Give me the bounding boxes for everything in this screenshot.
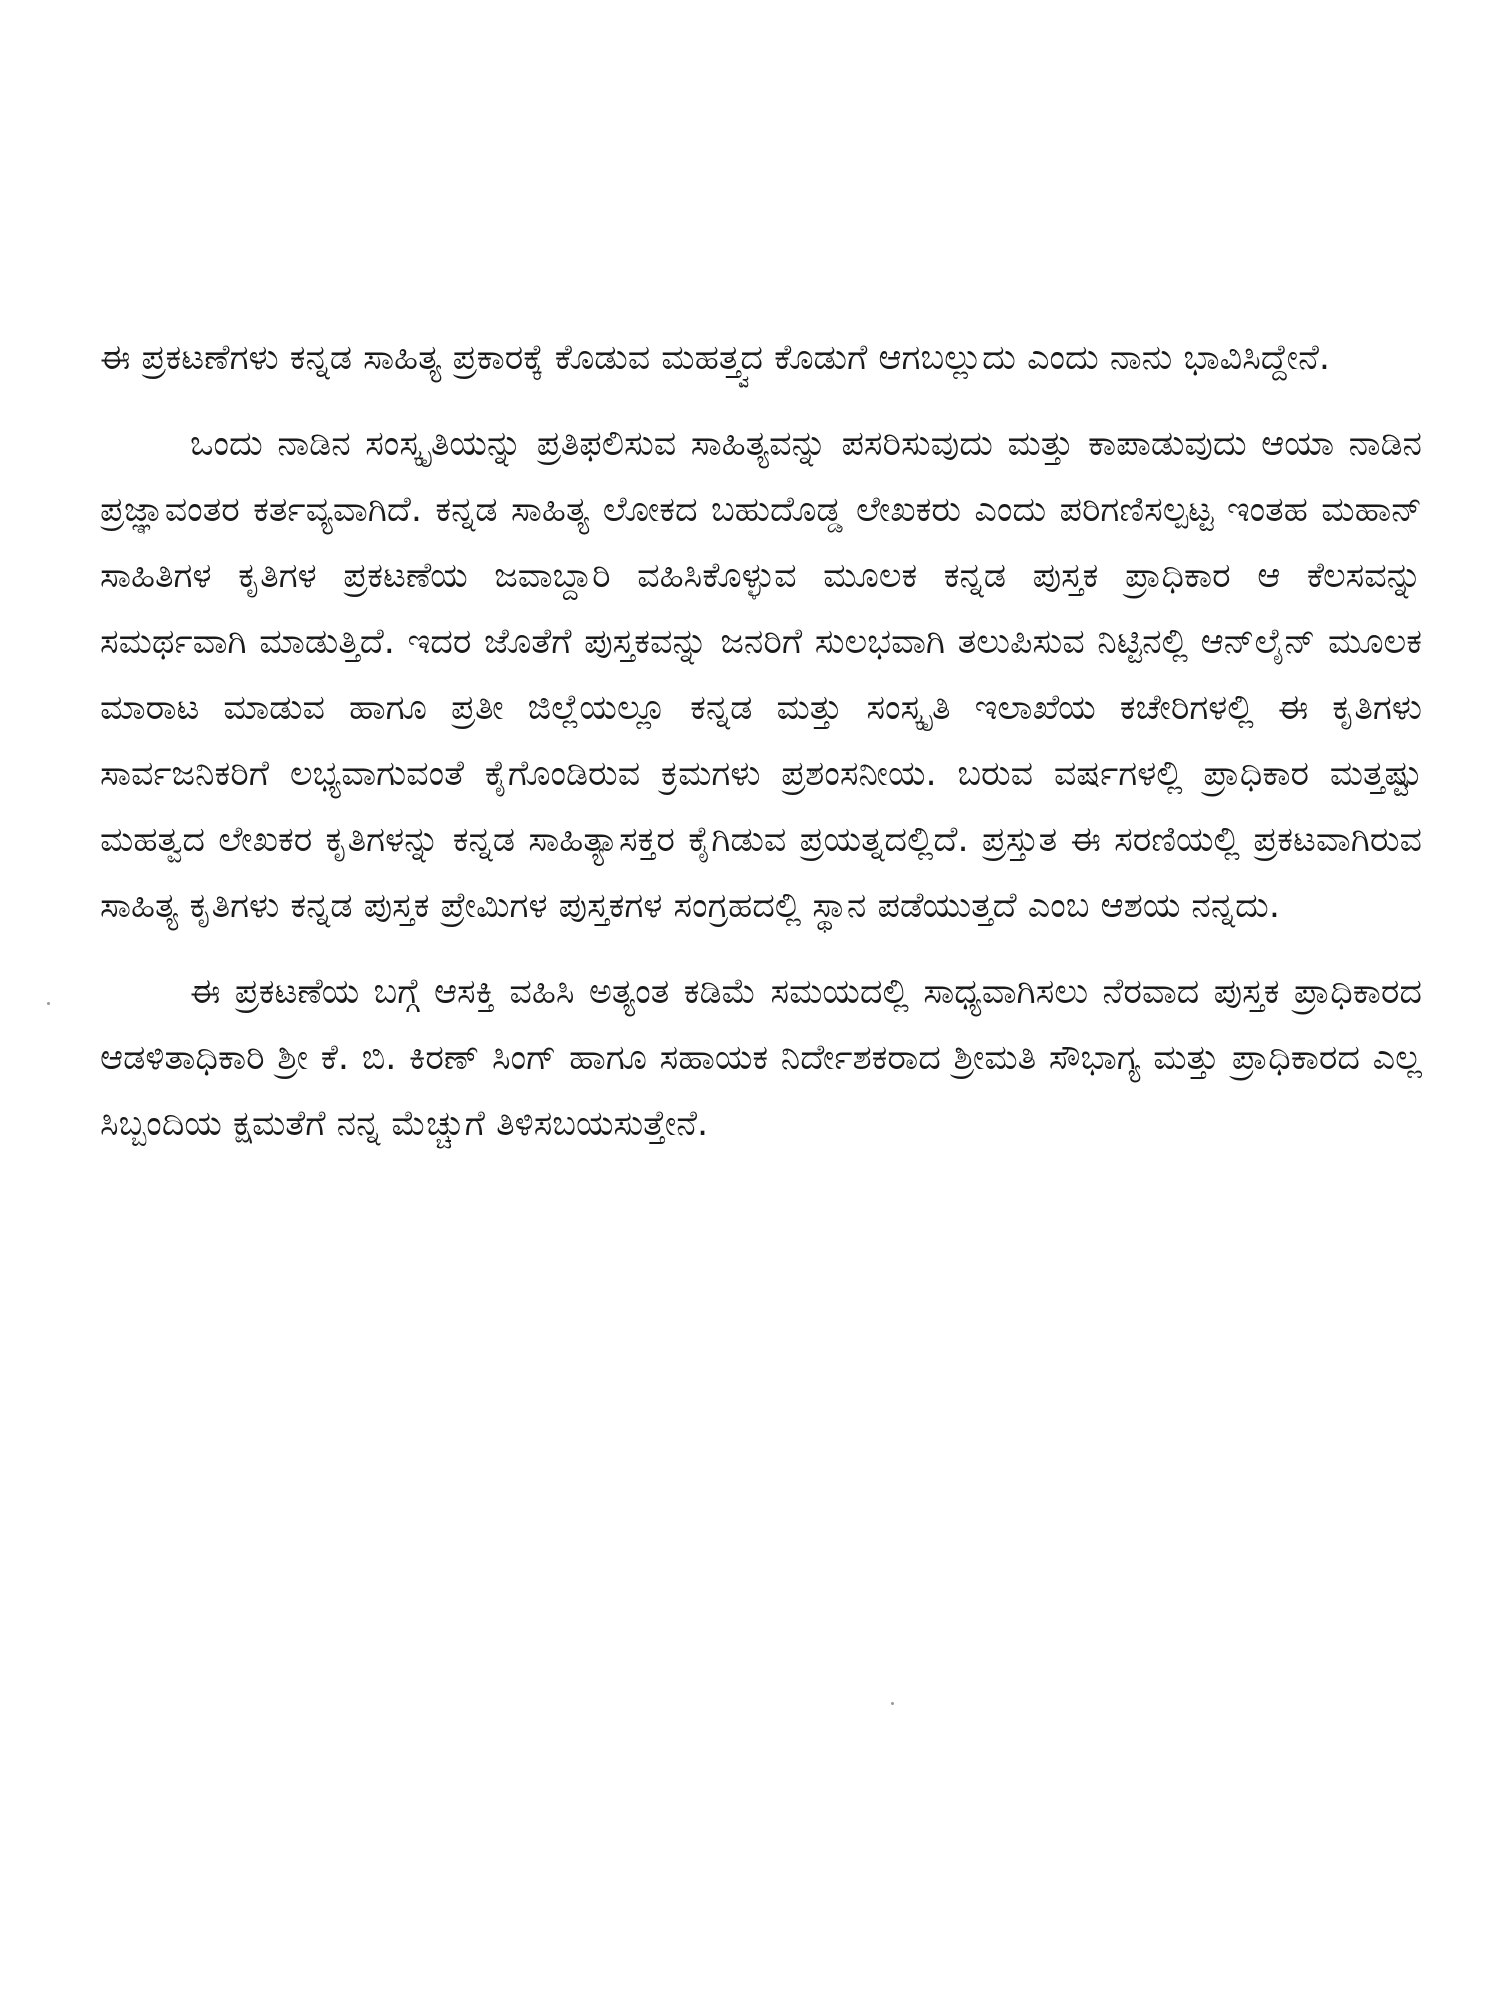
body-text — [100, 325, 1422, 1157]
paragraph-2: ಒಂದು ನಾಡಿನ ಸಂಸ್ಕೃತಿಯನ್ನು ಪ್ರತಿಫಲಿಸುವ ಸಾಹಿತ್ಯವನ್ನು ಪಸರಿಸುವುದು ಮತ್ತು ಕಾಪಾಡುವುದು ಆಯಾ ನಾಡಿನ ಪ್ರಜ್ಞಾವಂತರ ಕರ್ತವ್ಯವಾಗಿದೆ. ಕನ್ನಡ ಸಾಹಿತ್ಯ ಲೋಕದ ಬಹುದೊಡ್ಡ ಲೇಖಕರು ಎಂದು ಪರಿಗಣಿಸಲ್ಪಟ್ಟ ಇಂತಹ ಮಹಾನ್ ಸಾಹಿತಿಗಳ ಕೃತಿಗಳ ಪ್ರಕಟಣೆಯ ಜವಾಬ್ದಾರಿ ವಹಿಸಿಕೊಳ್ಳುವ ಮೂಲಕ ಕನ್ನಡ ಪುಸ್ತಕ ಪ್ರಾಧಿಕಾರ ಆ ಕೆಲಸವನ್ನು ಸಮರ್ಥವಾಗಿ ಮಾಡುತ್ತಿದೆ. ಇದರ ಜೊತೆಗೆ ಪುಸ್ತಕವನ್ನು ಜನರಿಗೆ ಸುಲಭವಾಗಿ ತಲುಪಿಸುವ ನಿಟ್ಟಿನಲ್ಲಿ ಆನ್‌ಲೈನ್ ಮೂಲಕ ಮಾರಾಟ ಮಾಡುವ ಹಾಗೂ ಪ್ರತೀ ಜಿಲ್ಲೆಯಲ್ಲೂ ಕನ್ನಡ ಮತ್ತು ಸಂಸ್ಕೃತಿ ಇಲಾಖೆಯ ಕಚೇರಿಗಳಲ್ಲಿ ಈ ಕೃತಿಗಳು ಸಾರ್ವಜನಿಕರಿಗೆ ಲಭ್ಯವಾಗುವಂತೆ ಕೈಗೊಂಡಿರುವ ಕ್ರಮಗಳು ಪ್ರಶಂಸನೀಯ. ಬರುವ ವರ್ಷಗಳಲ್ಲಿ ಪ್ರಾಧಿಕಾರ ಮತ್ತಷ್ಟು ಮಹತ್ವದ ಲೇಖಕರ ಕೃತಿಗಳನ್ನು ಕನ್ನಡ ಸಾಹಿತ್ಯಾಸಕ್ತರ ಕೈಗಿಡುವ ಪ್ರಯತ್ನದಲ್ಲಿದೆ. ಪ್ರಸ್ತುತ ಈ ಸರಣಿಯಲ್ಲಿ ಪ್ರಕಟವಾಗಿರುವ ಸಾಹಿತ್ಯ ಕೃತಿಗಳು ಕನ್ನಡ ಪುಸ್ತಕ ಪ್ರೇಮಿಗಳ ಪುಸ್ತಕಗಳ ಸಂಗ್ರಹದಲ್ಲಿ ಸ್ಥಾನ ಪಡೆಯುತ್ತದೆ ಎಂಬ ಆಶಯ ನನ್ನದು. — [100, 424, 1422, 926]
scan-speck — [891, 1702, 894, 1705]
paragraph-1: ಈ ಪ್ರಕಟಣೆಗಳು ಕನ್ನಡ ಸಾಹಿತ್ಯ ಪ್ರಕಾರಕ್ಕೆ ಕೊಡುವ ಮಹತ್ತ್ವದ ಕೊಡುಗೆ ಆಗಬಲ್ಲುದು ಎಂದು ನಾನು ಭಾವಿಸಿದ್ದೇನೆ. — [100, 338, 1331, 378]
paragraph-3: ಈ ಪ್ರಕಟಣೆಯ ಬಗ್ಗೆ ಆಸಕ್ತಿ ವಹಿಸಿ ಅತ್ಯಂತ ಕಡಿಮೆ ಸಮಯದಲ್ಲಿ ಸಾಧ್ಯವಾಗಿಸಲು ನೆರವಾದ ಪುಸ್ತಕ ಪ್ರಾಧಿಕಾರದ ಆಡಳಿತಾಧಿಕಾರಿ ಶ್ರೀ ಕೆ. ಬಿ. ಕಿರಣ್ ಸಿಂಗ್ ಹಾಗೂ ಸಹಾಯಕ ನಿರ್ದೇಶಕರಾದ ಶ್ರೀಮತಿ ಸೌಭಾಗ್ಯ ಮತ್ತು ಪ್ರಾಧಿಕಾರದ ಎಲ್ಲ ಸಿಬ್ಬಂದಿಯ ಕ್ಷಮತೆಗೆ ನನ್ನ ಮೆಚ್ಚುಗೆ ತಿಳಿಸಬಯಸುತ್ತೇನೆ. — [100, 972, 1422, 1144]
scan-speck — [47, 1002, 50, 1005]
